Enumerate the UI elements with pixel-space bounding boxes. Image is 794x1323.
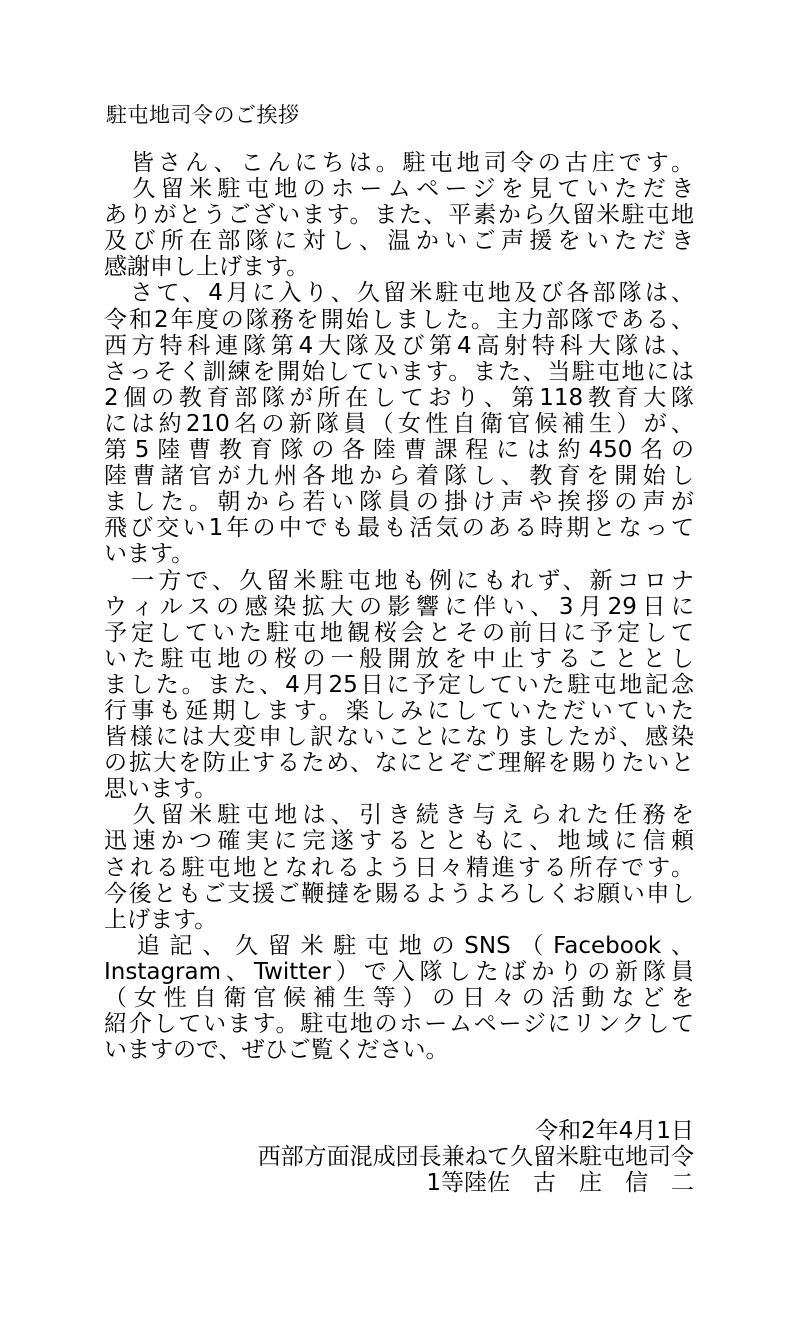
body-line: 第5陸曹教育隊の各陸曹課程には約450名の <box>104 437 694 464</box>
body-line: （女性自衛官候補生等）の日々の活動などを <box>104 985 694 1011</box>
body-line: 感謝申し上げます。 <box>104 254 310 281</box>
body-line: ありがとうございます。また、平素から久留米駐屯地 <box>104 202 694 229</box>
body-line: ました。また、4月25日に予定していた駐屯地記念 <box>104 671 694 698</box>
signature-name: 1等陸佐 古 庄 信 二 <box>426 1170 694 1196</box>
body-line: 追記、久留米駐屯地のSNS（Facebook、 <box>104 932 694 959</box>
signature-date: 令和2年4月1日 <box>535 1118 694 1144</box>
body-line: 今後ともご支援ご鞭撻を賜るようよろしくお願い申し <box>104 880 694 907</box>
body-line: 2個の教育部隊が所在しており、第118教育大隊 <box>104 384 694 411</box>
body-line: 皆様には大変申し訳ないことになりましたが、感染 <box>104 724 694 751</box>
body-line: 一方で、久留米駐屯地も例にもれず、新コロナ <box>104 567 694 594</box>
body-line: 及び所在部隊に対し、温かいご声援をいただき <box>104 228 694 255</box>
page-title: 駐屯地司令のご挨拶 <box>106 103 300 127</box>
body-line: ウィルスの感染拡大の影響に伴い、3月29日に <box>104 593 694 620</box>
body-line: いた駐屯地の桜の一般開放を中止することとし <box>104 645 694 672</box>
body-line: される駐屯地となれるよう日々精進する所存です。 <box>104 854 694 881</box>
body-line: 迅速かつ確実に完遂するとともに、地域に信頼 <box>104 828 694 855</box>
body-line: ました。朝から若い隊員の掛け声や挨拶の声が <box>104 489 694 516</box>
body-line: 久留米駐屯地は、引き続き与えられた任務を <box>104 802 694 829</box>
greeting-body <box>104 150 704 1063</box>
body-line: さて、4月に入り、久留米駐屯地及び各部隊は、 <box>104 280 694 307</box>
body-line: 久留米駐屯地のホームページを見ていただき <box>104 176 694 203</box>
body-line: いますので、ぜひご覧ください。 <box>104 1037 449 1064</box>
body-line: 紹介しています。駐屯地のホームページにリンクして <box>104 1011 694 1038</box>
body-line: 上げます。 <box>104 906 218 933</box>
body-line: 陸曹諸官が九州各地から着隊し、教育を開始し <box>104 463 694 490</box>
body-line: 行事も延期します。楽しみにしていただいていた <box>104 697 694 724</box>
body-line: の拡大を防止するため、なにとぞご理解を賜りたいと <box>104 750 694 777</box>
body-line: 皆さん、こんにちは。駐屯地司令の古庄です。 <box>104 150 694 176</box>
body-line: 飛び交い1年の中でも最も活気のある時期となって <box>104 515 694 542</box>
body-line: 思います。 <box>104 776 218 803</box>
body-line: います。 <box>104 541 195 568</box>
body-line: Instagram、Twitter）で入隊したばかりの新隊員 <box>104 958 694 985</box>
signature-block <box>134 1118 694 1196</box>
signature-position: 西部方面混成団長兼ねて久留米駐屯地司令 <box>257 1144 694 1170</box>
body-line: には約210名の新隊員（女性自衛官候補生）が、 <box>104 410 694 437</box>
body-line: 予定していた駐屯地観桜会とその前日に予定して <box>104 619 694 646</box>
body-line: さっそく訓練を開始しています。また、当駐屯地には <box>104 358 694 385</box>
body-line: 西方特科連隊第4大隊及び第4高射特科大隊は、 <box>104 332 694 359</box>
body-line: 令和2年度の隊務を開始しました。主力部隊である、 <box>104 306 694 333</box>
